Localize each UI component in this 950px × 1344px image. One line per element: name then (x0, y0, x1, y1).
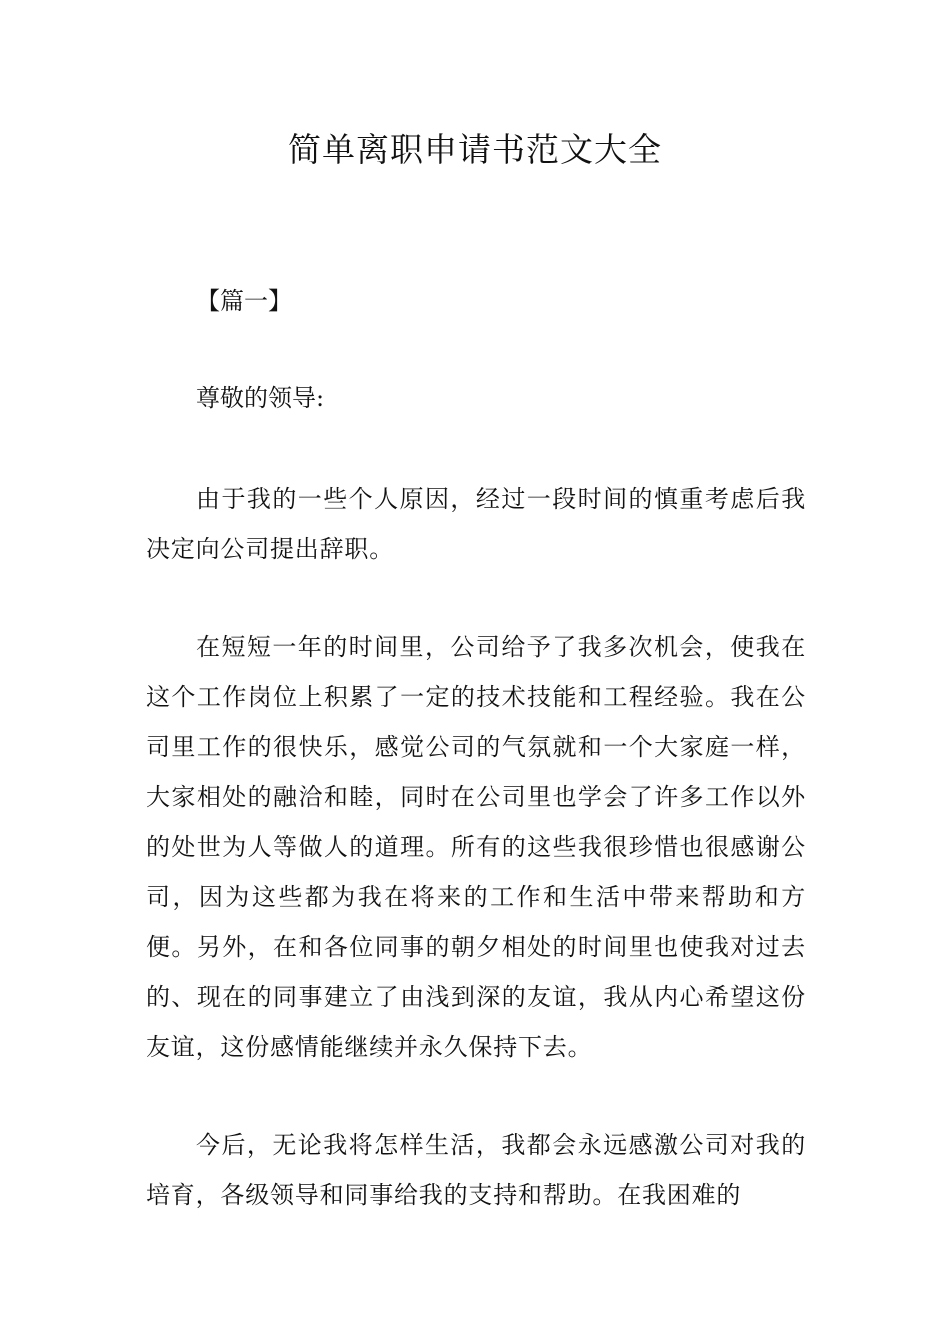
section-heading: 【篇一】 (196, 287, 292, 315)
paragraph-3: 今后，无论我将怎样生活，我都会永远感激公司对我的培育，各级领导和同事给我的支持和帮助。在我困难的 (146, 1131, 806, 1209)
document-title: 简单离职申请书范文大全 (288, 130, 662, 169)
salutation: 尊敬的领导: (196, 384, 325, 412)
paragraph-1: 由于我的一些个人原因，经过一段时间的慎重考虑后我决定向公司提出辞职。 (146, 485, 806, 563)
paragraph-2: 在短短一年的时间里，公司给予了我多次机会，使我在这个工作岗位上积累了一定的技术技能和工程经验。我在公司里工作的很快乐，感觉公司的气氛就和一个大家庭一样，大家相处的融洽和睦，同时在公司里也学会了许多工作以外的处世为人等做人的道理。所有的这些我很珍惜也很感谢公司，因为这些都为我在将来的工作和生活中带来帮助和方便。另外，在和各位同事的朝夕相处的时间里也使我对过去的、现在的同事建立了由浅到深的友谊，我从内心希望这份友谊，这份感情能继续并永久保持下去。 (146, 633, 806, 1061)
